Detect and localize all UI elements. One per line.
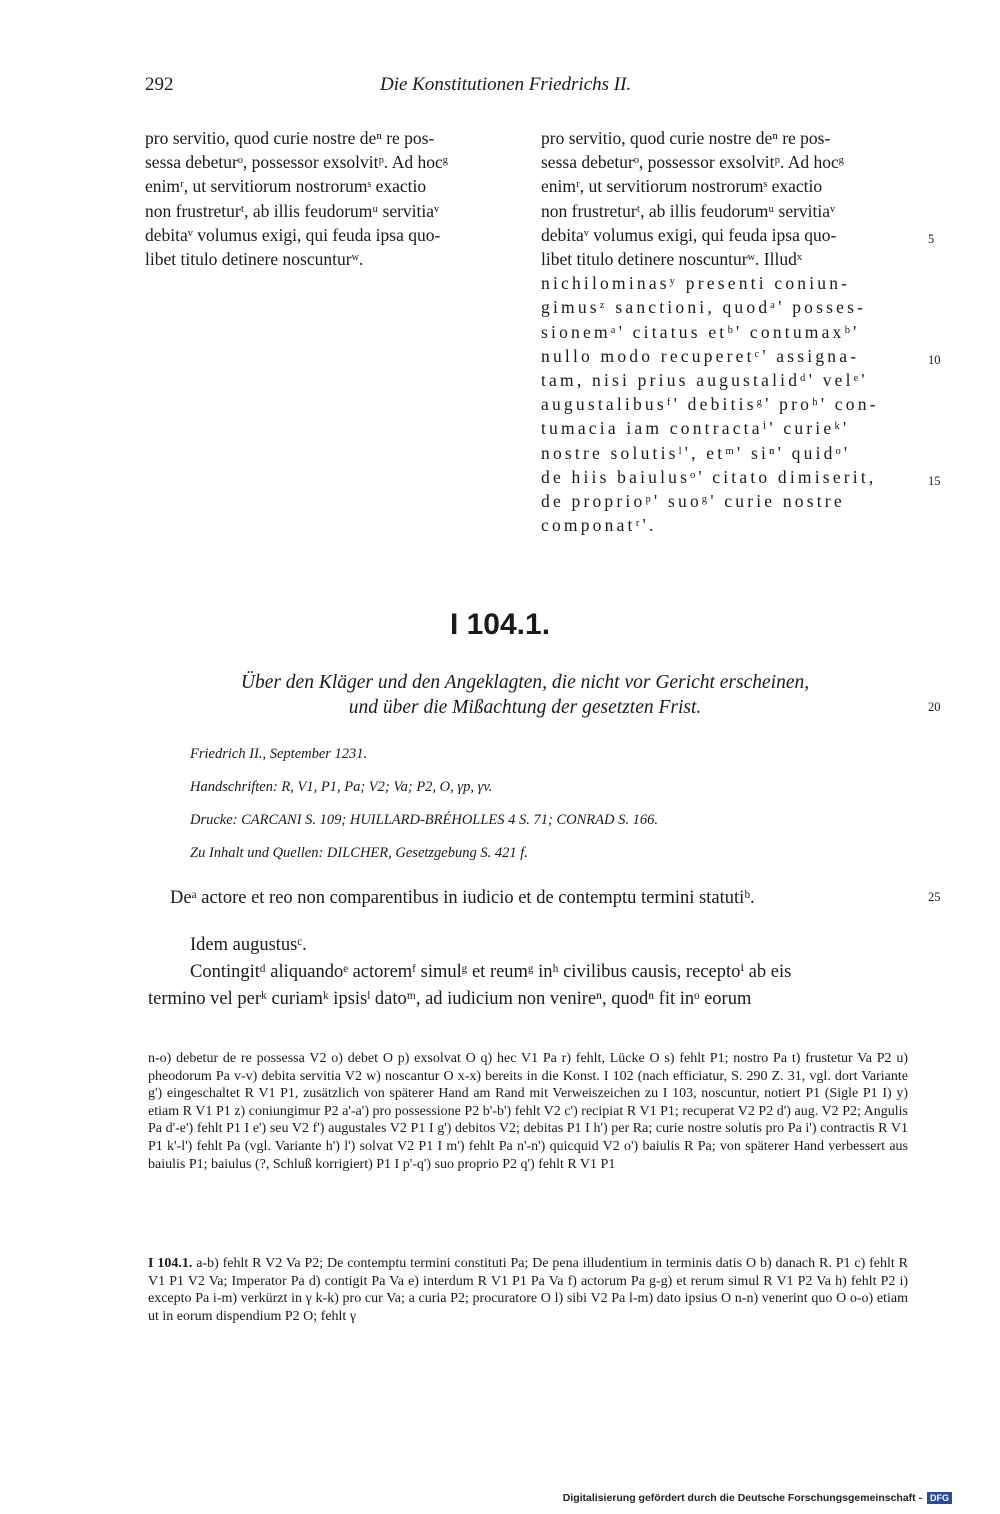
text-line: enimʳ, ut servitiorum nostrorumˢ exactio [145,176,427,197]
body-line: Contingitᵈ aliquandoᵉ actoremᶠ simulᵍ et reumᵍ inʰ civilibus causis, receptoⁱ ab eis [190,962,792,982]
footnotes-current [148,1255,908,1325]
text-line: debitaᵛ volumus exigi, qui feuda ipsa quo- [541,224,837,245]
text-line: tam, nisi prius augustalidᵈ' velᵉ' [541,370,868,391]
rubric: Deᵃ actore et reo non comparentibus in iudicio et de contemptu termini statutiᵇ. [170,888,755,908]
line-number-20: 20 [928,700,941,714]
left-column [145,126,521,271]
sources-line: Zu Inhalt und Quellen: DILCHER, Gesetzgebung S. 421 f. [190,845,528,861]
text-line: nichilominasʸ presenti coniun- [541,273,851,294]
subtitle-line: Über den Kläger und den Angeklagten, die nicht vor Gericht erscheinen, [240,672,810,693]
text-line: de hiis baiulusᵒ' citato dimiserit, [541,466,877,487]
subtitle-line: und über die Mißachtung der gesetzten Frist. [348,697,702,718]
line-number-15: 15 [928,474,941,488]
text-line: non frustreturᵗ, ab illis feudorumᵘ servitiaᵛ [541,200,836,221]
page-number: 292 [145,74,174,95]
manuscripts-line: Handschriften: R, V1, P1, Pa; V2; Va; P2, O, γp, γv. [190,779,493,795]
body-line: termino vel perᵏ curiamᵏ ipsisˡ datoᵐ, ad iudicium non venireⁿ, quodⁿ fit inᵒ eorum [148,989,752,1009]
text-line: nostre solutisˡ', etᵐ' siⁿ' quidᵒ' [541,442,851,463]
text-line: non frustreturᵗ, ab illis feudorumᵘ servitiaᵛ [145,200,440,221]
text-line: debitaᵛ volumus exigi, qui feuda ipsa quo- [145,224,441,245]
footnote-block [148,1255,908,1325]
text-line: sessa debeturᵒ, possessor exsolvitᵖ. Ad hocᵍ [145,152,449,173]
text-line: tumacia iam contractaⁱ' curieᵏ' [541,418,850,439]
text-line: componatʳ'. [541,515,657,536]
text-line: augustalibusᶠ' debitisᵍ' proʰ' con- [541,394,879,415]
text-line: de proprioᵖ' suoᵍ' curie nostre [541,491,845,512]
text-line: sessa debeturᵒ, possessor exsolvitᵖ. Ad hocᵍ [541,152,845,173]
incipit: Idem augustusᶜ. [190,935,307,955]
line-number-5: 5 [928,232,935,246]
credit-text: Digitalisierung gefördert durch die Deutsche Forschungsgemeinschaft - [562,1492,923,1504]
digitization-credit [563,1492,952,1504]
text-line: gimusᶻ sanctioni, quodᵃ' posses- [541,297,867,318]
text-line: nullo modo recuperetᶜ' assigna- [541,345,860,366]
section-heading: I 104.1. [449,608,551,641]
footnotes-previous [148,1050,908,1173]
line-number-25: 25 [928,890,941,904]
section-subtitle [140,670,910,720]
footnote-block: n-o) debetur de re possessa V2 o) debet O p) exsolvat O q) hec V1 Pa r) fehlt, Lücke O s) fehlt P1; nostro Pa t) frustetur Va P2 u) pheodorum Pa v-v) debita servitia V2 w) noscantur O x-x) bereits in die Konst. I 102 (nach efficiatur, S. 290 Z. 31, vgl. dort Variante g') eingeschaltet R V1 P1, zusätzlich von späterer Hand am Rand mit Verweiszeichen zu I 103, noscuntur, notiert P1 (Sigle P1 I) y) etiam R V1 P1 z) coniungimur P2 a'-a') pro possessione P2 b'-b') fehlt V2 c') recipiat R V1 P1; recuperat V2 P2 d') aug. V2 P2; Angulis Pa d'-e') fehlt P1 I e') seu V2 f') augustales V2 P1 I g') debitos V2; debitas P1 I h') per Ra; curie nostre solutis pro Pa i') contractis R V1 P1 k'-l') fehlt Pa (vgl. Variante h') l') solvat V2 P1 I m') fehlt Pa n'-n') quicquid V2 o') baiulis R Pa; von späterer Hand verbessert aus baiulis P1; baiulus (?, Schluß korrigiert) P1 I p'-q') suo proprio P2 q') fehlt R V1 P1 [148,1051,908,1172]
text-line: pro servitio, quod curie nostre deⁿ re pos- [541,128,831,148]
line-number-10: 10 [928,353,941,367]
prints-line: Drucke: CARCANI S. 109; HUILLARD-BRÉHOLLES 4 S. 71; CONRAD S. 166. [190,812,658,828]
text-line: libet titulo detinere noscunturʷ. [145,249,364,270]
running-title: Die Konstitutionen Friedrichs II. [380,74,632,95]
footnote-text: a-b) fehlt R V2 Va P2; De contemptu termini constituti Pa; De pena illudentium in terminis datis O b) danach R. P1 c) fehlt R V1 P1 V2 Va; Imperator Pa d) contigit Pa Va e) interdum R V1 P1 Pa Va f) actorum Pa g-g) et rerum simul R V1 P2 Va h) fehlt P2 i) excepto Pa i-m) verkürzt in γ k-k) pro cur Va; a curia P2; procuratore O l) sibi V2 Pa l-m) dato ipsius O n-n) venerint quo O o-o) etiam ut in eorum dispendium P2 O; fehlt γ [148,1256,908,1324]
right-column [541,126,917,537]
text-line: pro servitio, quod curie nostre deⁿ re pos- [145,128,435,148]
date-line: Friedrich II., September 1231. [190,746,368,762]
dfg-logo: DFG [927,1492,952,1504]
text-line: libet titulo detinere noscunturʷ. Illudˣ [541,249,802,270]
footnote-label: I 104.1. [148,1256,193,1271]
text-line: enimʳ, ut servitiorum nostrorumˢ exactio [541,176,823,197]
text-line: sionemᵃ' citatus etᵇ' contumaxᵇ' [541,321,860,342]
